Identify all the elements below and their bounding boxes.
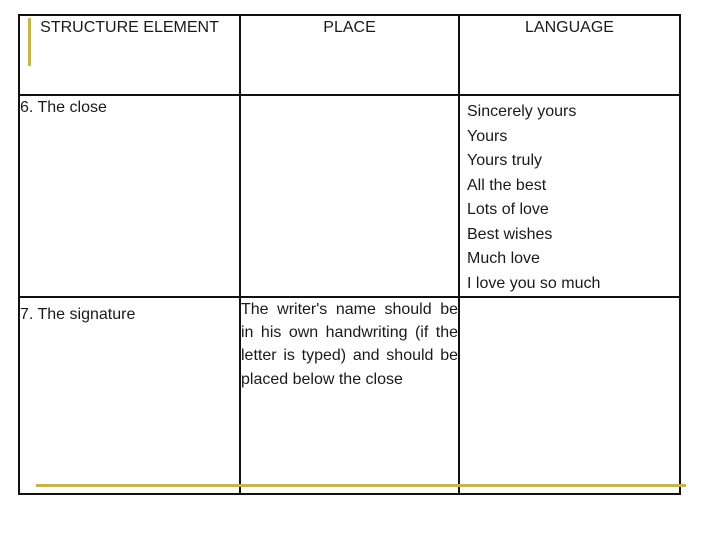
table-row — [19, 95, 680, 297]
place-cell-signature: The writer's name should be in his own handwriting (if the letter is typed) and should be placed below the close — [240, 297, 459, 494]
element-cell-close: 6. The close — [19, 95, 240, 297]
list-item: Yours — [467, 127, 508, 145]
list-item: I love you so much — [467, 274, 601, 292]
header-row — [19, 15, 680, 95]
place-cell-close — [240, 95, 459, 297]
list-item: Lots of love — [467, 201, 549, 218]
list-item: All the best — [467, 176, 547, 194]
decorative-horizontal-line — [36, 484, 686, 487]
header-structure-element: STRUCTURE ELEMENT — [19, 15, 240, 95]
list-item: Sincerely yours — [467, 103, 577, 120]
list-item: Much love — [467, 250, 540, 267]
list-item: Best wishes — [467, 225, 553, 243]
header-language: LANGUAGE — [459, 15, 680, 95]
header-place: PLACE — [240, 15, 459, 95]
language-cell-signature — [459, 297, 680, 494]
language-cell-close — [459, 95, 680, 297]
table-row — [19, 297, 680, 494]
list-item: Yours truly — [467, 152, 542, 169]
element-cell-signature: 7. The signature — [19, 297, 240, 494]
closing-phrases-list — [460, 96, 679, 296]
structure-table — [18, 14, 681, 495]
